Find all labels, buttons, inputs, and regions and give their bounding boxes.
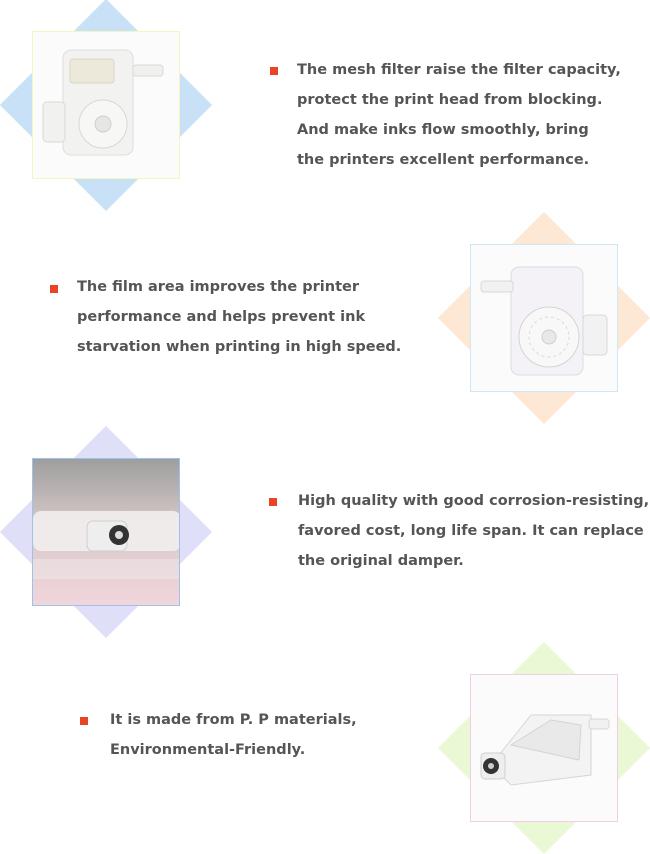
feature-text-quality <box>298 486 649 576</box>
feature-line: the original damper. <box>298 553 464 569</box>
feature-text-mesh-filter <box>297 55 621 175</box>
feature-line: The mesh filter raise the filter capacity, <box>297 62 621 78</box>
damper-photo-3 <box>32 458 180 606</box>
feature-line: The film area improves the printer <box>77 279 359 295</box>
feature-line: Environmental-Friendly. <box>110 742 306 758</box>
feature-line: favored cost, long life span. It can replace <box>298 523 644 539</box>
damper-photo-4 <box>470 674 618 822</box>
damper-photo-1 <box>32 31 180 179</box>
feature-line: High quality with good corrosion-resisting, <box>298 493 650 509</box>
bullet-marker <box>80 717 88 725</box>
feature-text-material <box>110 705 357 765</box>
feature-line: And make inks flow smoothly, bring <box>297 122 589 138</box>
bullet-marker <box>50 285 58 293</box>
feature-text-film-area <box>77 272 401 362</box>
feature-line: starvation when printing in high speed. <box>77 339 402 355</box>
feature-line: protect the print head from blocking. <box>297 92 603 108</box>
bullet-marker <box>269 498 277 506</box>
feature-line: the printers excellent performance. <box>297 152 590 168</box>
bullet-marker <box>270 67 278 75</box>
damper-photo-2 <box>470 244 618 392</box>
feature-line: It is made from P. P materials, <box>110 712 357 728</box>
feature-line: performance and helps prevent ink <box>77 309 366 325</box>
